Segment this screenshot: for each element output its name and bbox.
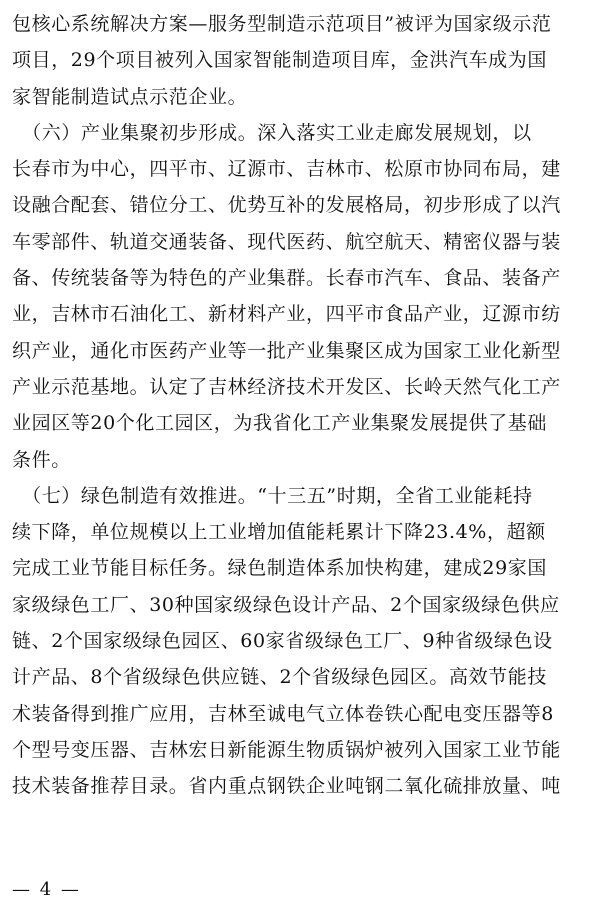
text-line: 条件。 — [12, 448, 71, 471]
text-line: 业园区等20个化工园区，为我省化工产业集聚发展提供了基础 — [12, 412, 547, 435]
body-text — [12, 6, 602, 805]
text-line: 链、2个国家级绿色园区、60家省级绿色工厂、9种省级绿色设 — [12, 630, 553, 653]
page-number: — 4 — — [12, 879, 81, 900]
text-line: 产业示范基地。认定了吉林经济技术开发区、长岭天然气化工产 — [12, 375, 561, 398]
section-seven-heading-line: （七）绿色制造有效推进。“十三五”时期，全省工业能耗持 — [12, 484, 533, 507]
text-line: 技术装备推荐目录。省内重点钢铁企业吨钢二氧化硫排放量、吨 — [12, 775, 561, 798]
text-line: 织产业，通化市医药产业等一批产业集聚区成为国家工业化新型 — [12, 339, 561, 362]
text-line: 个型号变压器、吉林宏日新能源生物质锅炉被列入国家工业节能 — [12, 738, 561, 761]
text-line: 术装备得到推广应用，吉林至诚电气立体卷铁心配电变压器等8 — [12, 702, 554, 725]
text-line: 业，吉林市石油化工、新材料产业，四平市食品产业，辽源市纺 — [12, 303, 561, 326]
text-line: 项目，29个项目被列入国家智能制造项目库，金洪汽车成为国 — [12, 49, 547, 72]
text-line: 车零部件、轨道交通装备、现代医药、航空航天、精密仪器与装 — [12, 230, 561, 253]
text-line: 完成工业节能目标任务。绿色制造体系加快构建，建成29家国 — [12, 557, 547, 580]
text-line: 包核心系统解决方案—服务型制造示范项目”被评为国家级示范 — [12, 13, 552, 35]
text-line: 长春市为中心，四平市、辽源市、吉林市、松原市协同布局，建 — [12, 158, 561, 181]
text-line: 续下降，单位规模以上工业增加值能耗累计下降23.4%，超额 — [12, 521, 546, 544]
text-line: 家级绿色工厂、30种国家级绿色设计产品、2个国家级绿色供应 — [12, 593, 560, 616]
section-six-heading-line: （六）产业集聚初步形成。深入落实工业走廊发展规划，以 — [12, 121, 532, 144]
text-line: 家智能制造试点示范企业。 — [12, 85, 248, 108]
text-line: 备、传统装备等为特色的产业集群。长春市汽车、食品、装备产 — [12, 267, 561, 290]
text-line: 计产品、8个省级绿色供应链、2个省级绿色园区。高效节能技 — [12, 666, 547, 689]
text-line: 设融合配套、错位分工、优势互补的发展格局，初步形成了以汽 — [12, 194, 561, 217]
